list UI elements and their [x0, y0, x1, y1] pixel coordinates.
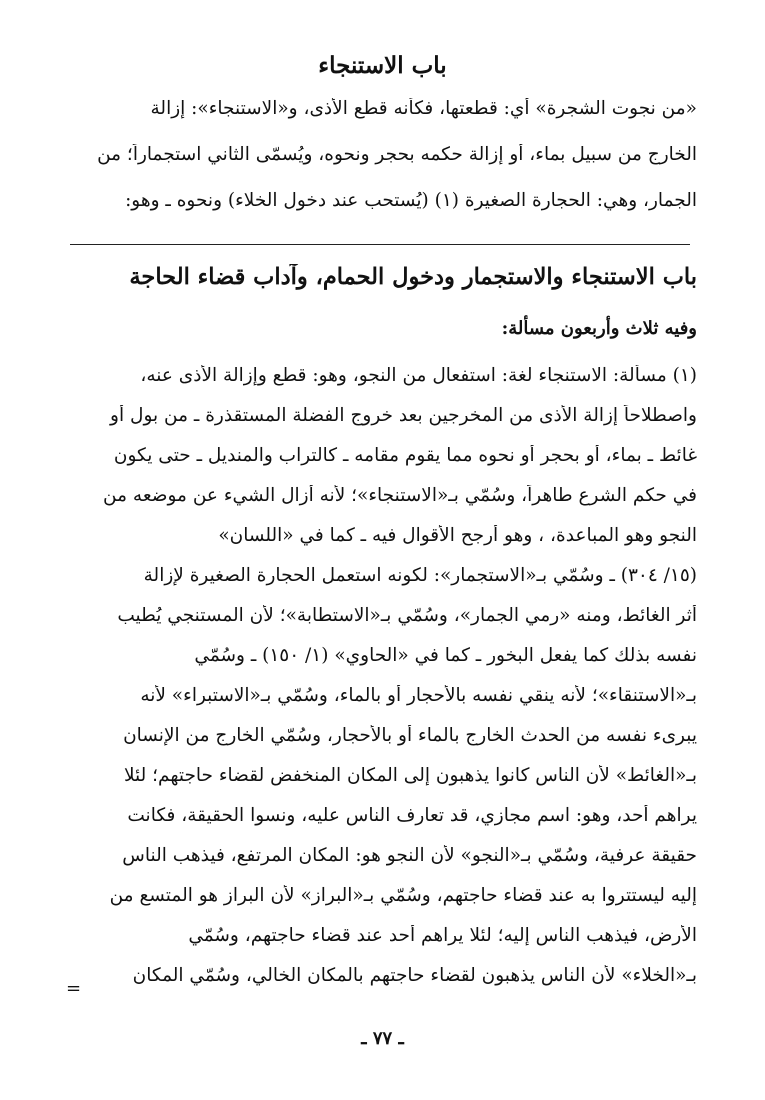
header-section-title: باب الاستنجاء	[318, 52, 447, 79]
body-text-line: غائط ـ بماء، أو بحجر أو نحوه مما يقوم مقامه ـ كالتراب والمنديل ـ حتى يكون	[113, 445, 697, 466]
body-text-line: يراهم أحد، وهو: اسم مجازي، قد تعارف الناس عليه، ونسوا الحقيقة، فكانت	[127, 805, 697, 826]
chapter-title: باب الاستنجاء والاستجمار ودخول الحمام، وآداب قضاء الحاجة	[129, 264, 697, 290]
body-text-line: الأرض، فيذهب الناس إليه؛ لئلا يراهم أحد عند قضاء حاجتهم، وسُمّي	[188, 925, 697, 946]
body-text-line: (١٥/ ٣٠٤) ـ وسُمّي بـ«الاستجمار»: لكونه استعمل الحجارة الصغيرة لإزالة	[143, 565, 697, 586]
header-text-line: الجمار، وهي: الحجارة الصغيرة (١) (يُستحب عند دخول الخلاء) ونحوه ـ وهو:	[125, 190, 697, 211]
body-text-line: بـ«الاستنقاء»؛ لأنه ينقي نفسه بالأحجار أو بالماء، وسُمّي بـ«الاستبراء» لأنه	[140, 685, 697, 706]
header-divider	[70, 244, 690, 245]
body-text-line: النجو وهو المباعدة، ، وهو أرجح الأقوال فيه ـ كما في «اللسان»	[218, 525, 697, 546]
body-text-line: نفسه بذلك كما يفعل البخور ـ كما في «الحاوي» (١/ ١٥٠) ـ وسُمّي	[194, 645, 697, 666]
body-text-line: بـ«الخلاء» لأن الناس يذهبون لقضاء حاجتهم بالمكان الخالي، وسُمّي المكان	[132, 965, 697, 986]
page-number: ـ ٧٧ ـ	[361, 1028, 404, 1049]
body-text-line: (١) مسألة: الاستنجاء لغة: استفعال من النجو، وهو: قطع وإزالة الأذى عنه،	[140, 365, 697, 386]
chapter-intro: وفيه ثلاث وأربعون مسألة:	[501, 318, 697, 339]
header-text-line: «من نجوت الشجرة» أي: قطعتها، فكأنه قطع الأذى، و«الاستنجاء»: إزالة	[150, 98, 697, 119]
body-text-line: أثر الغائط، ومنه «رمي الجمار»، وسُمّي بـ«الاستطابة»؛ لأن المستنجي يُطيب	[117, 605, 697, 626]
body-text-line: في حكم الشرع طاهراً، وسُمّي بـ«الاستنجاء»؛ لأنه أزال الشيء عن موضعه من	[103, 485, 697, 506]
body-text-line: واصطلاحاً إزالة الأذى من المخرجين بعد خروج الفضلة المستقذرة ـ من بول أو	[110, 405, 697, 426]
body-text-line: حقيقة عرفية، وسُمّي بـ«النجو» لأن النجو هو: المكان المرتفع، فيذهب الناس	[122, 845, 697, 866]
body-text-line: يبرىء نفسه من الحدث الخارج بالماء أو بالأحجار، وسُمّي الخارج من الإنسان	[123, 725, 697, 746]
body-text-line: بـ«الغائط» لأن الناس كانوا يذهبون إلى المكان المنخفض لقضاء حاجتهم؛ لئلا	[124, 765, 697, 786]
header-text-line: الخارج من سبيل بماء، أو إزالة حكمه بحجر ونحوه، ويُسمّى الثاني استجماراً؛ من	[97, 144, 697, 165]
continuation-mark: =	[66, 978, 82, 999]
body-text-line: إليه ليستتروا به عند قضاء حاجتهم، وسُمّي بـ«البراز» لأن البراز هو المتسع من	[109, 885, 697, 906]
